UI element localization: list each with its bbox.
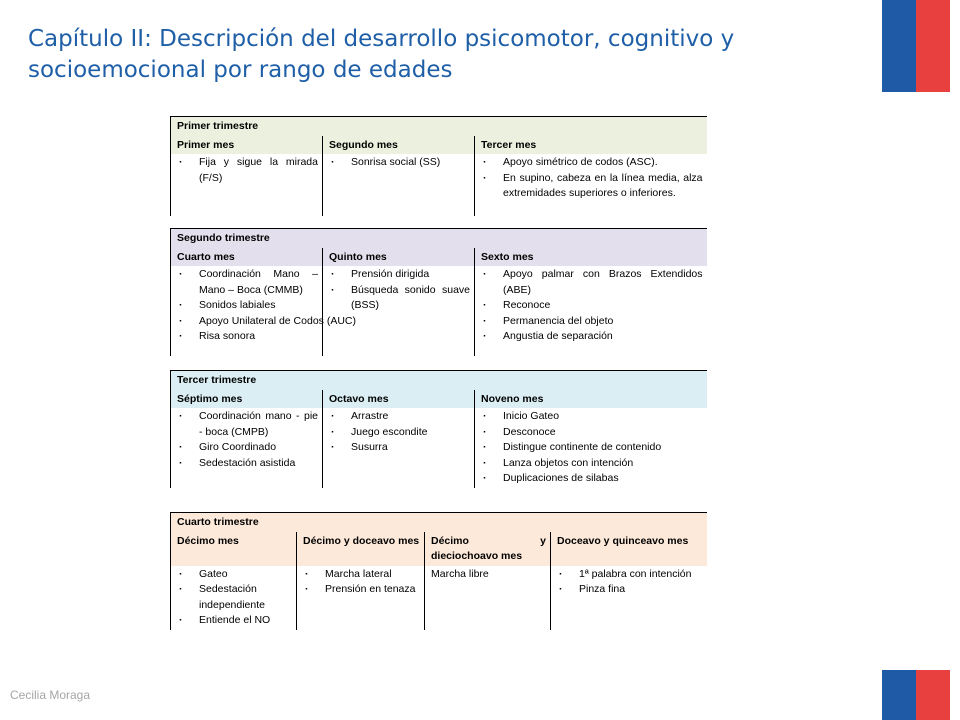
milestone-item: · Marcha lateral: [303, 567, 420, 583]
author-footer: Cecilia Moraga: [10, 688, 91, 702]
milestone-item: · Sedestación asistida: [177, 456, 318, 472]
milestone-item: · Sonidos labiales: [177, 298, 318, 314]
milestone-item: · Sedestación independiente: [177, 582, 292, 613]
month-header: Doceavo y quinceavo mes: [551, 532, 707, 566]
milestone-plain: Marcha libre: [425, 566, 551, 630]
milestone-item: · Giro Coordinado: [177, 440, 318, 456]
milestone-item: · Inicio Gateo: [481, 409, 703, 425]
milestone-item: · Coordinación Mano – Mano – Boca (CMMB): [177, 267, 318, 298]
month-header: Décimo mes: [171, 532, 297, 566]
milestone-item: · Juego escondite: [329, 425, 470, 441]
milestone-item: · Arrastre: [329, 409, 470, 425]
milestone-item: · Apoyo Unilateral de Codos (AUC): [177, 314, 318, 330]
milestone-item: · Permanencia del objeto: [481, 314, 703, 330]
month-header: Primer mes: [171, 136, 323, 155]
trimester-title: Primer trimestre: [171, 117, 707, 136]
milestone-item: · Risa sonora: [177, 329, 318, 345]
trimester-title: Cuarto trimestre: [171, 513, 707, 532]
month-header: Séptimo mes: [171, 390, 323, 409]
milestone-item: · Gateo: [177, 567, 292, 583]
milestone-item: · 1ª palabra con intención: [557, 567, 703, 583]
chile-flag-stripe-top: [882, 0, 950, 92]
milestone-item: · Duplicaciones de silabas: [481, 471, 703, 487]
table-tercer-trimestre: [170, 370, 707, 488]
month-header: Décimo y dieciochoavo mes: [425, 532, 551, 566]
month-header: Noveno mes: [475, 390, 707, 409]
milestone-item: · Apoyo simétrico de codos (ASC).: [481, 155, 703, 171]
milestone-item: · Coordinación mano - pie - boca (CMPB): [177, 409, 318, 440]
milestone-item: · En supino, cabeza en la línea media, alza extremidades superiores o inferiores.: [481, 171, 703, 202]
month-header: Octavo mes: [323, 390, 475, 409]
month-header: Tercer mes: [475, 136, 707, 155]
table-segundo-trimestre: [170, 228, 707, 356]
month-header: Sexto mes: [475, 248, 707, 267]
month-header: Décimo y doceavo mes: [297, 532, 425, 566]
slide-title: Capítulo II: Descripción del desarrollo psicomotor, cognitivo y socioemocional por rango de edades: [28, 26, 735, 83]
month-header: Cuarto mes: [171, 248, 323, 267]
milestone-item: · Pinza fina: [557, 582, 703, 598]
chile-flag-stripe-bottom: [882, 670, 950, 720]
milestone-item: · Angustia de separación: [481, 329, 703, 345]
milestone-item: · Distingue continente de contenido: [481, 440, 703, 456]
milestone-item: · Susurra: [329, 440, 470, 456]
milestone-item: · Búsqueda sonido suave (BSS): [329, 283, 470, 314]
trimester-title: Segundo trimestre: [171, 229, 707, 248]
table-primer-trimestre: [170, 116, 707, 216]
month-header: Segundo mes: [323, 136, 475, 155]
milestone-item: · Desconoce: [481, 425, 703, 441]
month-header: Quinto mes: [323, 248, 475, 267]
milestone-item: · Apoyo palmar con Brazos Extendidos (ABE): [481, 267, 703, 298]
milestone-item: · Prensión dirigida: [329, 267, 470, 283]
milestone-item: · Entiende el NO: [177, 613, 292, 629]
milestone-item: · Lanza objetos con intención: [481, 456, 703, 472]
milestone-item: · Fija y sigue la mirada (F/S): [177, 155, 318, 186]
milestone-item: · Prensión en tenaza: [303, 582, 420, 598]
milestone-item: · Sonrisa social (SS): [329, 155, 470, 171]
milestone-item: · Reconoce: [481, 298, 703, 314]
table-cuarto-trimestre: [170, 512, 707, 630]
trimester-title: Tercer trimestre: [171, 371, 707, 390]
